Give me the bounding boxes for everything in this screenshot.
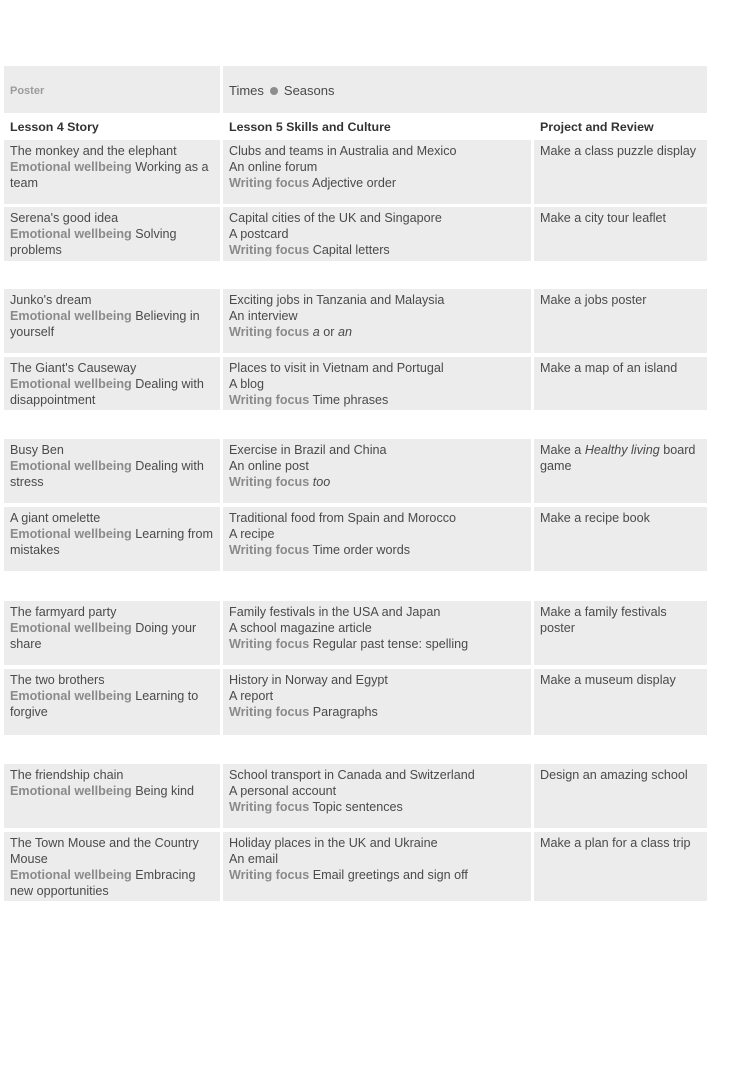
story-title: Serena's good idea [10,211,119,225]
project-text: Make a museum display [540,673,676,687]
project-cell [534,207,707,261]
skills-cell [223,140,531,204]
writing-focus: Adjective order [312,176,397,190]
skills-topic: History in Norway and Egypt [229,673,388,687]
story-cell [4,764,220,828]
story-cell [4,140,220,204]
story-cell [4,439,220,503]
wellbeing-text: Believing in [135,309,200,323]
writing-focus: Time order words [312,543,411,557]
skills-topic: Holiday places in the UK and Ukraine [229,836,438,850]
skills-text-type: A school magazine article [229,621,372,635]
skills-text-type: A blog [229,377,265,391]
skills-cell [223,669,531,735]
project-text: Make a family festivals [540,605,667,619]
project-text: Make a plan for a class trip [540,836,691,850]
project-cell [534,669,707,735]
story-title: A giant omelette [10,511,101,525]
project-cell [534,289,707,353]
wellbeing-text-cont: team [10,176,38,190]
story-cell [4,832,220,901]
heading-skills: Lesson 5 Skills and Culture [229,120,391,134]
project-cell [534,832,707,901]
story-cell [4,669,220,735]
writing-focus: Email greetings and sign off [312,868,468,882]
wellbeing-label: Emotional wellbeing [10,377,132,391]
project-text-cont: poster [540,621,576,635]
writing-focus-an: an [337,325,352,339]
writing-focus: Time phrases [312,393,389,407]
project-text: Make a jobs poster [540,293,647,307]
project-text-pre: Make a [540,443,585,457]
writing-label: Writing focus [229,637,310,651]
project-text: Make a map of an island [540,361,678,375]
project-cell [534,764,707,828]
project-text: Design an amazing school [540,768,688,782]
dot-icon [270,87,278,95]
skills-topic: Exercise in Brazil and China [229,443,387,457]
wellbeing-text: Working as a [135,160,209,174]
story-title: The Town Mouse and the Country [10,836,199,850]
wellbeing-text: Dealing with [135,459,204,473]
unit-b: Seasons [283,83,335,98]
project-text: Make a recipe book [540,511,650,525]
project-text-cont: game [540,459,572,473]
wellbeing-label: Emotional wellbeing [10,227,132,241]
poster-label: Poster [10,85,45,97]
writing-focus: too [312,475,331,489]
wellbeing-label: Emotional wellbeing [10,689,132,703]
writing-label: Writing focus [229,868,310,882]
story-cell [4,357,220,410]
project-text: Make a city tour leaflet [540,211,666,225]
project-text-italic: Healthy living [584,443,660,457]
wellbeing-text: Embracing [135,868,196,882]
skills-topic: Exciting jobs in Tanzania and Malaysia [229,293,445,307]
skills-cell [223,601,531,665]
writing-label: Writing focus [229,543,310,557]
writing-focus: Paragraphs [312,705,378,719]
heading-story: Lesson 4 Story [10,120,99,134]
skills-topic: School transport in Canada and Switzerland [229,768,475,782]
skills-topic: Traditional food from Spain and Morocco [229,511,457,525]
story-title: The two brothers [10,673,105,687]
wellbeing-text-cont: disappointment [10,393,96,407]
writing-focus: Capital letters [312,243,390,257]
project-text-post: board [659,443,696,457]
wellbeing-text-cont: problems [10,243,62,257]
wellbeing-label: Emotional wellbeing [10,459,132,473]
heading-project: Project and Review [540,120,654,134]
skills-topic: Clubs and teams in Australia and Mexico [229,144,457,158]
wellbeing-text: Dealing with [135,377,204,391]
skills-text-type: A personal account [229,784,337,798]
wellbeing-text: Being kind [135,784,195,798]
writing-label: Writing focus [229,176,310,190]
skills-cell [223,439,531,503]
skills-cell [223,507,531,571]
project-text: Make a class puzzle display [540,144,697,158]
poster-cell [4,66,220,113]
wellbeing-label: Emotional wellbeing [10,868,132,882]
wellbeing-text-cont: forgive [10,705,48,719]
project-cell [534,357,707,410]
skills-text-type: A postcard [229,227,289,241]
wellbeing-label: Emotional wellbeing [10,621,132,635]
writing-label: Writing focus [229,325,310,339]
skills-text-type: An online forum [229,160,318,174]
writing-label: Writing focus [229,475,310,489]
wellbeing-label: Emotional wellbeing [10,160,132,174]
writing-focus: Topic sentences [312,800,403,814]
wellbeing-text-cont: yourself [10,325,55,339]
story-cell [4,289,220,353]
wellbeing-text-cont: share [10,637,42,651]
writing-label: Writing focus [229,800,310,814]
unit-a: Times [229,83,264,98]
writing-label: Writing focus [229,393,310,407]
skills-text-type: A recipe [229,527,275,541]
skills-text-type: An online post [229,459,309,473]
wellbeing-label: Emotional wellbeing [10,527,132,541]
wellbeing-text: Learning to [135,689,199,703]
wellbeing-text-cont: new opportunities [10,884,109,898]
story-title: The Giant's Causeway [10,361,137,375]
writing-focus: Regular past tense: spelling [312,637,469,651]
skills-topic: Capital cities of the UK and Singapore [229,211,442,225]
skills-text-type: An interview [229,309,298,323]
skills-text-type: An email [229,852,278,866]
wellbeing-text-cont: mistakes [10,543,60,557]
skills-cell [223,764,531,828]
wellbeing-text-cont: stress [10,475,44,489]
project-cell [534,140,707,204]
wellbeing-text: Doing your [135,621,197,635]
project-cell [534,601,707,665]
writing-label: Writing focus [229,243,310,257]
wellbeing-label: Emotional wellbeing [10,309,132,323]
wellbeing-label: Emotional wellbeing [10,784,132,798]
writing-label: Writing focus [229,705,310,719]
story-cell [4,601,220,665]
writing-focus-or: or [319,325,338,339]
wellbeing-text: Learning from [135,527,213,541]
skills-cell [223,357,531,410]
story-title: The friendship chain [10,768,124,782]
skills-topic: Places to visit in Vietnam and Portugal [229,361,444,375]
story-title: The monkey and the elephant [10,144,177,158]
story-cell [4,507,220,571]
skills-cell [223,207,531,261]
skills-topic: Family festivals in the USA and Japan [229,605,441,619]
writing-focus-a: a [312,325,320,339]
wellbeing-text: Solving [135,227,177,241]
unit-cell [223,66,707,113]
story-title: Busy Ben [10,443,64,457]
skills-cell [223,832,531,901]
story-cell [4,207,220,261]
project-cell [534,507,707,571]
story-title: Junko's dream [10,293,92,307]
story-title-cont: Mouse [10,852,48,866]
story-title: The farmyard party [10,605,117,619]
skills-text-type: A report [229,689,274,703]
skills-cell [223,289,531,353]
project-cell [534,439,707,503]
